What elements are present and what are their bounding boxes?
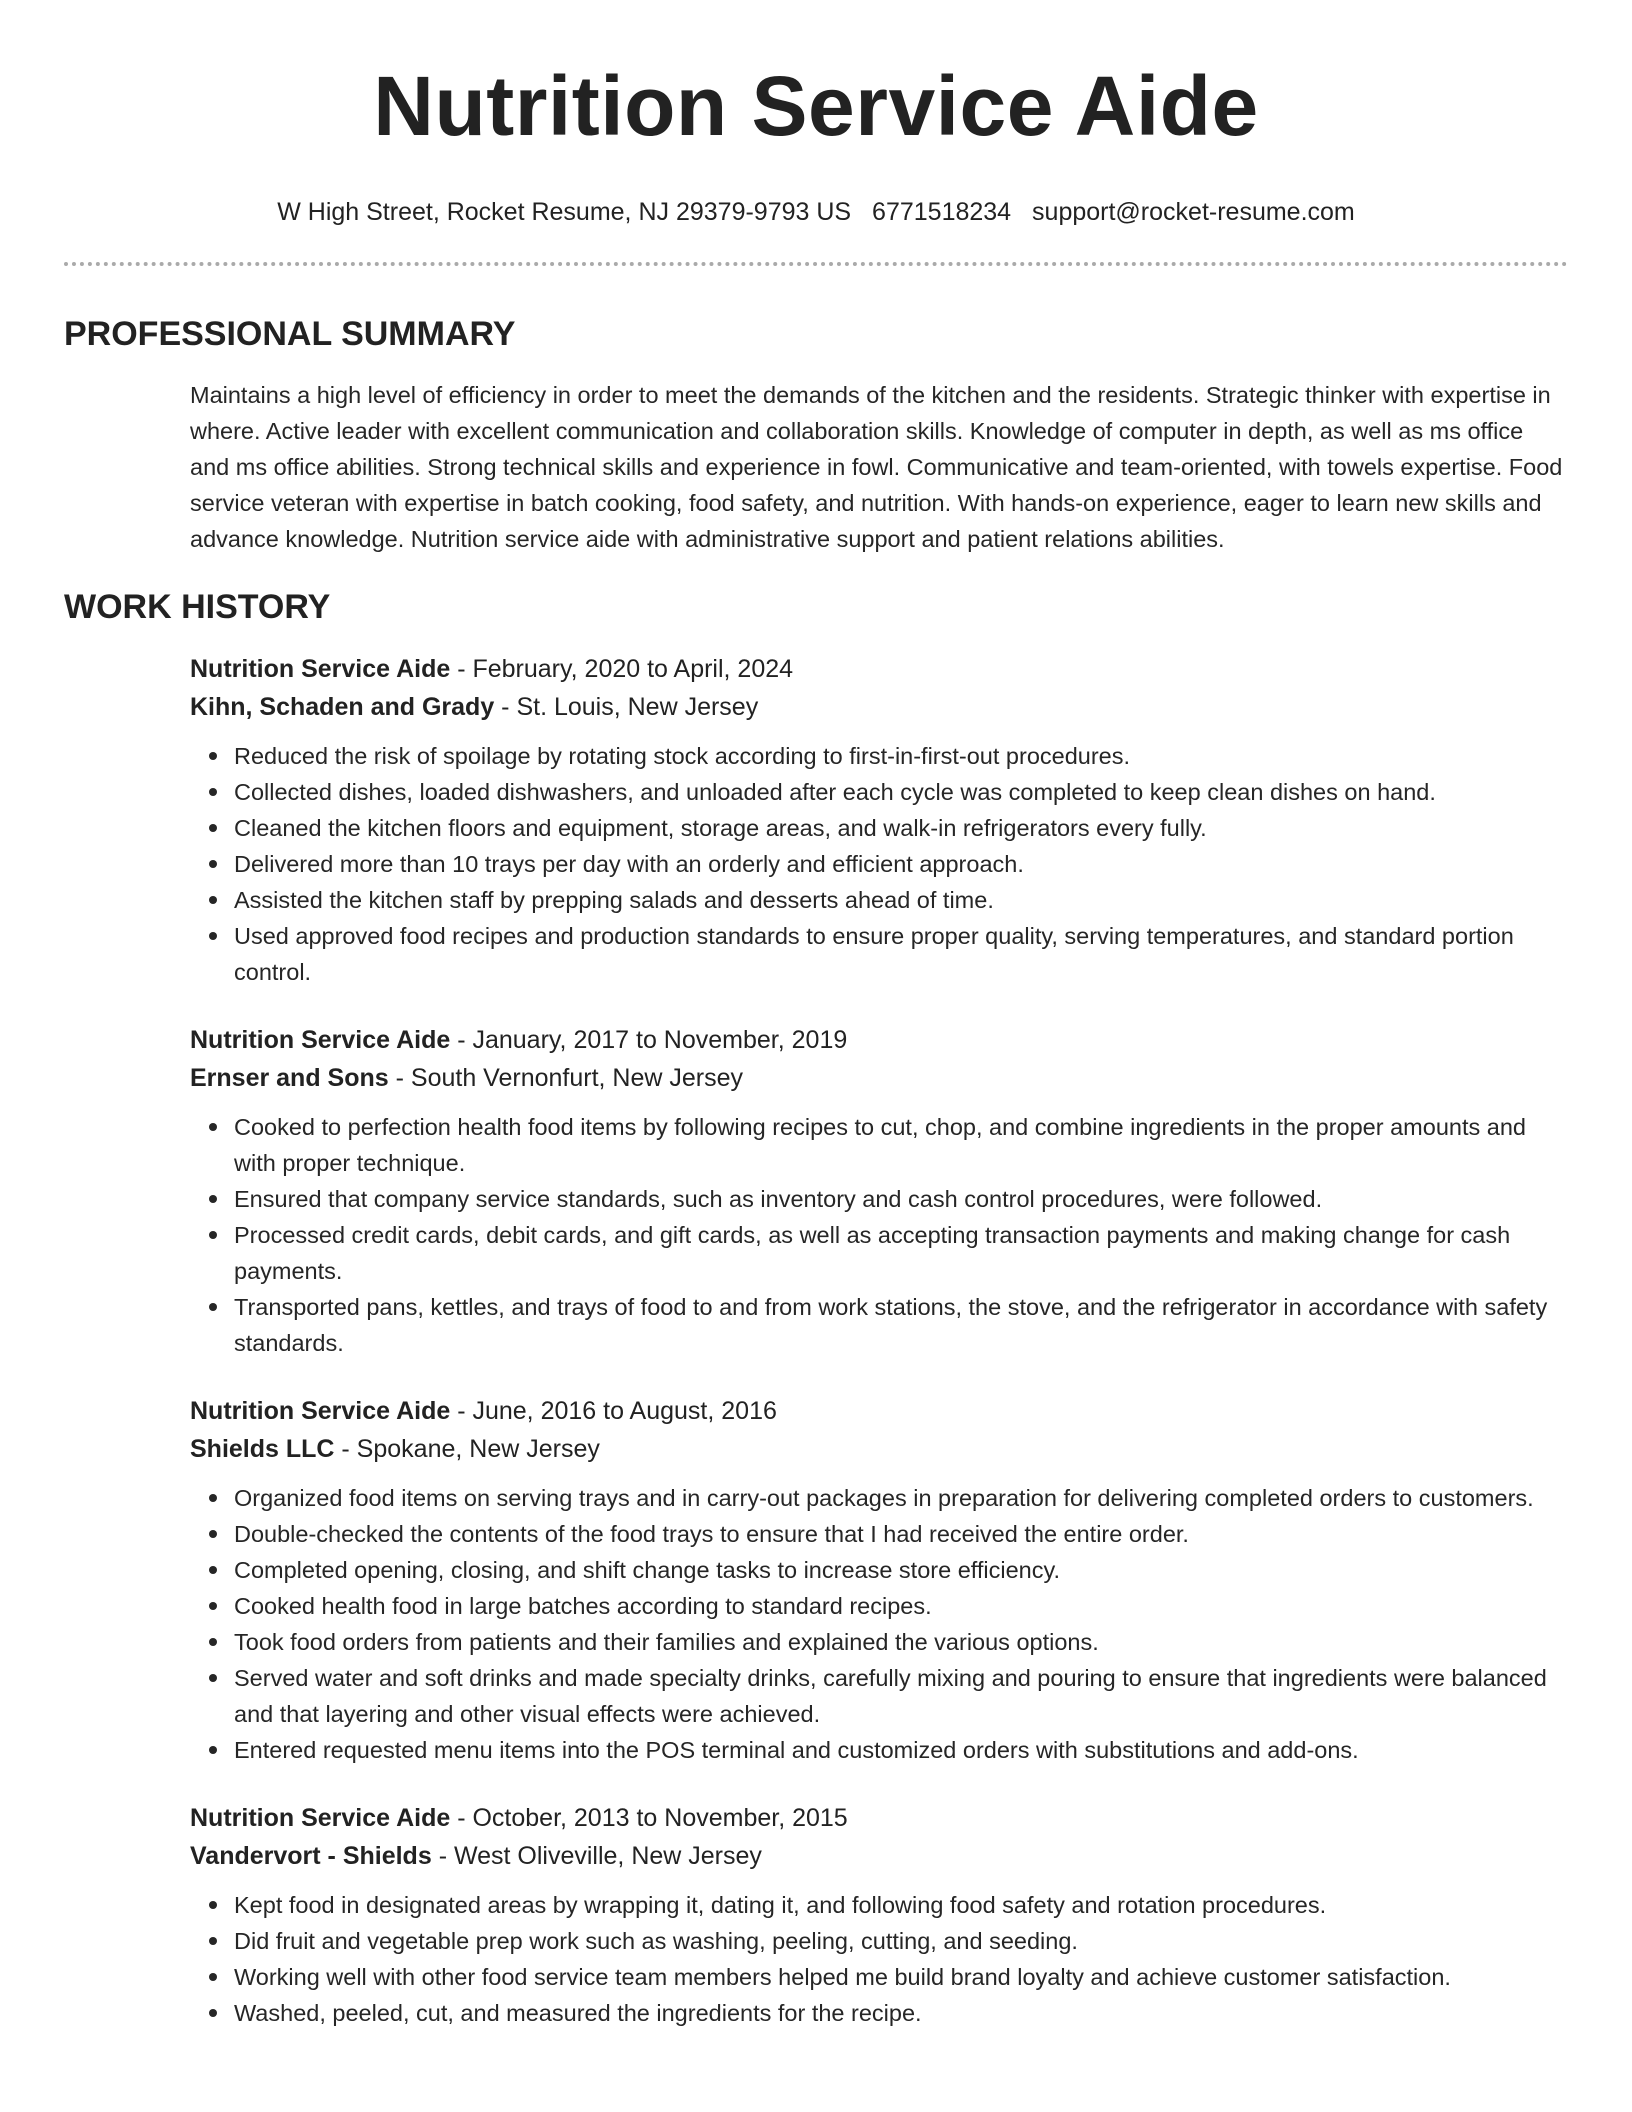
job-company: Kihn, Schaden and Grady (190, 693, 495, 721)
job-bullet: Cleaned the kitchen floors and equipment, storage areas, and walk-in refrigerators every fully. (234, 810, 1568, 846)
summary-text: Maintains a high level of efficiency in order to meet the demands of the kitchen and the residents. Strategic thinker with expertise in where. Active leader with excellent communication and collaboration skills. Knowledge of computer in depth, as well as ms office and ms office abilities. Strong technical skills and experience in fowl. Communicative and team-oriented, with towels expertise. Food service veteran with expertise in batch cooking, food safety, and nutrition. With hands-on experience, eager to learn new skills and advance knowledge. Nutrition service aide with administrative support and patient relations abilities. (190, 382, 1563, 552)
job-role: Nutrition Service Aide (190, 655, 451, 683)
job-entry (190, 1392, 1568, 1768)
job-company: Vandervort - Shields (190, 1842, 432, 1870)
job-location: - West Oliveville, New Jersey (431, 1842, 762, 1870)
work-history-heading: WORK HISTORY (64, 588, 331, 626)
job-bullet: Double-checked the contents of the food trays to ensure that I had received the entire order. (234, 1516, 1568, 1552)
job-bullet: Completed opening, closing, and shift change tasks to increase store efficiency. (234, 1552, 1568, 1588)
job-bullet: Assisted the kitchen staff by prepping salads and desserts ahead of time. (234, 882, 1568, 918)
job-company: Shields LLC (190, 1435, 335, 1463)
job-company-line (190, 1430, 1568, 1468)
job-role: Nutrition Service Aide (190, 1026, 451, 1054)
job-bullet: Kept food in designated areas by wrapping it, dating it, and following food safety and rotation procedures. (234, 1887, 1568, 1923)
job-role-line (190, 1392, 1568, 1430)
job-location: - South Vernonfurt, New Jersey (388, 1064, 744, 1092)
job-role: Nutrition Service Aide (190, 1397, 451, 1425)
job-role-line (190, 1799, 1568, 1837)
job-bullet: Cooked health food in large batches according to standard recipes. (234, 1588, 1568, 1624)
contact-line (64, 196, 1568, 228)
job-dates: - October, 2013 to November, 2015 (450, 1804, 848, 1832)
job-company-line (190, 1059, 1568, 1097)
job-bullet: Working well with other food service team members helped me build brand loyalty and achieve customer satisfaction. (234, 1959, 1568, 1995)
summary-heading: PROFESSIONAL SUMMARY (64, 315, 516, 353)
job-bullet: Ensured that company service standards, such as inventory and cash control procedures, were followed. (234, 1181, 1568, 1217)
job-entry (190, 1021, 1568, 1361)
candidate-name: Nutrition Service Aide (373, 59, 1259, 153)
job-bullets (190, 1109, 1568, 1361)
job-role-line (190, 1021, 1568, 1059)
job-bullet: Served water and soft drinks and made specialty drinks, carefully mixing and pouring to ensure that ingredients were balanced and that layering and other visual effects were achieved. (234, 1660, 1568, 1732)
email: support@rocket-resume.com (1032, 198, 1355, 226)
job-bullets (190, 1887, 1568, 2031)
job-bullet: Took food orders from patients and their families and explained the various options. (234, 1624, 1568, 1660)
job-role: Nutrition Service Aide (190, 1804, 451, 1832)
phone: 6771518234 (872, 198, 1012, 226)
job-bullet: Cooked to perfection health food items by following recipes to cut, chop, and combine ingredients in the proper amounts and with proper technique. (234, 1109, 1568, 1181)
job-company-line (190, 688, 1568, 726)
job-company: Ernser and Sons (190, 1064, 389, 1092)
job-location: - St. Louis, New Jersey (494, 693, 759, 721)
job-bullets (190, 738, 1568, 990)
job-bullet: Transported pans, kettles, and trays of food to and from work stations, the stove, and the refrigerator in accordance with safety standards. (234, 1289, 1568, 1361)
job-role-line (190, 650, 1568, 688)
job-bullet: Reduced the risk of spoilage by rotating stock according to first-in-first-out procedures. (234, 738, 1568, 774)
job-bullet: Did fruit and vegetable prep work such as washing, peeling, cutting, and seeding. (234, 1923, 1568, 1959)
job-bullet: Used approved food recipes and production standards to ensure proper quality, serving temperatures, and standard portion control. (234, 918, 1568, 990)
job-location: - Spokane, New Jersey (334, 1435, 600, 1463)
job-bullet: Collected dishes, loaded dishwashers, and unloaded after each cycle was completed to keep clean dishes on hand. (234, 774, 1568, 810)
address: W High Street, Rocket Resume, NJ 29379-9793 US (277, 198, 852, 226)
job-entry (190, 1799, 1568, 2031)
jobs-list (64, 650, 1568, 2031)
job-bullet: Processed credit cards, debit cards, and gift cards, as well as accepting transaction payments and making change for cash payments. (234, 1217, 1568, 1289)
job-bullet: Delivered more than 10 trays per day with an orderly and efficient approach. (234, 846, 1568, 882)
job-bullet: Organized food items on serving trays and in carry-out packages in preparation for delivering completed orders to customers. (234, 1480, 1568, 1516)
job-bullets (190, 1480, 1568, 1768)
job-dates: - January, 2017 to November, 2019 (450, 1026, 848, 1054)
job-bullet: Entered requested menu items into the POS terminal and customized orders with substitutions and add-ons. (234, 1732, 1568, 1768)
job-bullet: Washed, peeled, cut, and measured the ingredients for the recipe. (234, 1995, 1568, 2031)
job-dates: - June, 2016 to August, 2016 (450, 1397, 777, 1425)
job-entry (190, 650, 1568, 990)
header-divider (64, 262, 1568, 266)
job-company-line (190, 1837, 1568, 1875)
job-dates: - February, 2020 to April, 2024 (450, 655, 794, 683)
